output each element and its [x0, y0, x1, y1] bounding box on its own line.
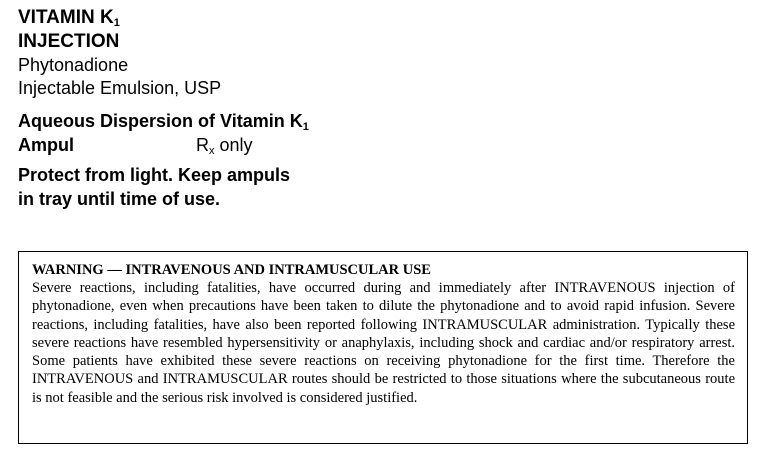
generic-name: Phytonadione	[18, 55, 129, 75]
product-title	[18, 6, 309, 30]
product-title-subscript: 1	[113, 17, 120, 29]
warning-box	[18, 251, 748, 444]
warning-text-line: or anaphylaxis, including shock and cardiac and/or respiratory arrest. Some patients have exhibited these	[32, 334, 736, 370]
protect-line-1: Protect from light. Keep ampuls	[18, 165, 291, 185]
warning-text-line: injection of phytonadione, even when precautions have been taken to dilute the phytonadione and to	[32, 280, 735, 315]
ampul-row	[18, 133, 309, 158]
warning-text-line: INTRAMUSCULAR routes should be restricted to those situations where the subcutaneous route is not	[32, 371, 736, 406]
warning-body	[32, 279, 735, 407]
product-title-main: VITAMIN K	[18, 7, 114, 28]
rx-symbol: R	[196, 135, 209, 155]
warning-text-line: feasible and the serious risk involved is considered justified.	[67, 389, 418, 406]
rx-only-text: only	[214, 135, 253, 155]
dispersion-subscript: 1	[302, 121, 309, 133]
warning-text-line: INTRAMUSCULAR administration. Typically these severe reactions have resembled hypersensitivity	[32, 316, 736, 351]
warning-text-line: avoid rapid infusion. Severe reactions, including fatalities, have also been reported following	[32, 298, 735, 333]
dosage-form: Injectable Emulsion, USP	[18, 78, 222, 98]
warning-text-line: Severe reactions, including fatalities, have occurred during and immediately after INTRAVENOUS	[32, 280, 656, 296]
label-header	[18, 6, 309, 211]
rx-subscript: x	[209, 145, 215, 157]
warning-text-line: severe reactions on receiving phytonadione for the first time. Therefore the INTRAVENOUS and	[32, 353, 735, 388]
rx-only	[196, 133, 253, 158]
product-title-line2: INJECTION	[18, 31, 120, 52]
dispersion-line	[18, 109, 309, 133]
dispersion-main: Aqueous Dispersion of Vitamin K	[18, 111, 303, 131]
protect-line-2: in tray until time of use.	[18, 189, 221, 209]
ampul-label: Ampul	[18, 135, 74, 155]
warning-title: WARNING — INTRAVENOUS AND INTRAMUSCULAR USE	[32, 262, 431, 278]
